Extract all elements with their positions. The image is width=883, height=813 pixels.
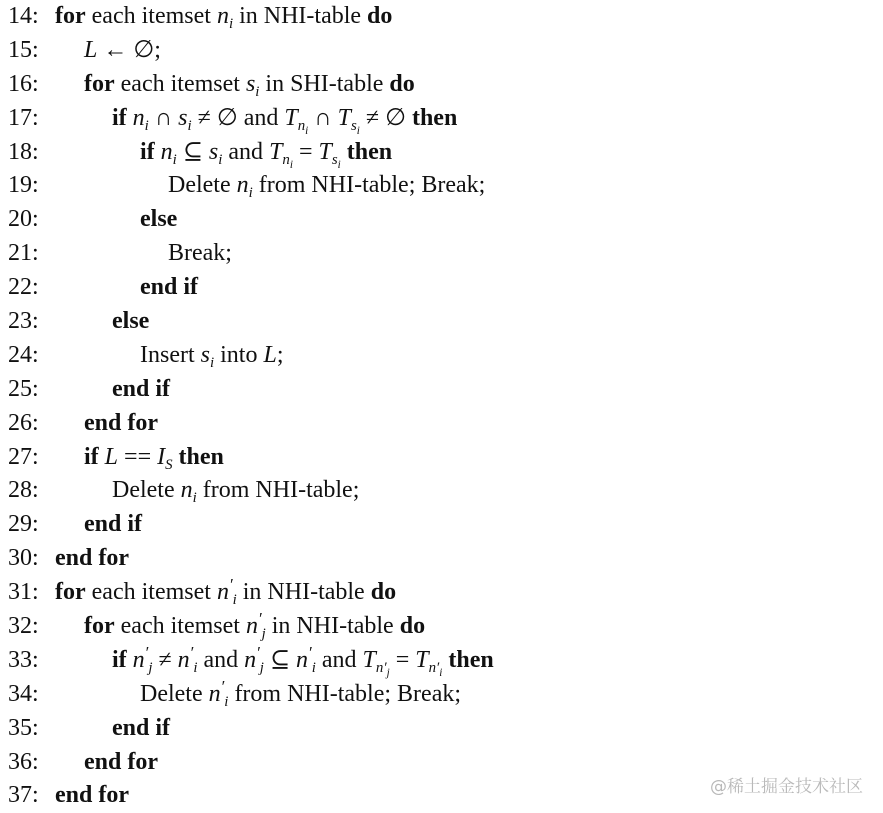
line-number: 14:: [8, 3, 39, 29]
var-T-s: $T_{s_i}$: [318, 138, 341, 171]
line-number: 32:: [8, 613, 39, 640]
var-T-n-prime-i: $T_{n'_i}$: [415, 646, 443, 680]
var-n: $n_i$: [180, 477, 197, 507]
line-number: 37:: [8, 782, 39, 809]
keyword-end-for: end for: [55, 545, 129, 572]
keyword-then: then: [411, 104, 458, 131]
line-number: 26:: [8, 409, 39, 436]
algo-line-18: [8, 136, 868, 170]
line-code: [140, 271, 198, 305]
text-shi-table: SHI-table: [290, 70, 384, 97]
watermark: @稀土掘金技术社区: [710, 777, 863, 797]
line-number: 22:: [8, 274, 39, 301]
text-and: and: [243, 104, 279, 131]
var-T-s: $T_{s_i}$: [337, 104, 360, 137]
line-number: 35:: [8, 714, 39, 741]
line-code: [112, 712, 170, 746]
var-n: $n_i$: [160, 138, 177, 168]
algo-line-17: [8, 102, 868, 136]
var-n-prime-i: $n'_i$: [296, 642, 316, 677]
keyword-if: if: [84, 443, 99, 470]
keyword-else: else: [112, 308, 150, 335]
line-number: 15:: [8, 36, 39, 63]
keyword-for: for: [84, 70, 115, 97]
algo-line-14: [8, 0, 868, 34]
keyword-do: do: [389, 70, 415, 97]
algo-line-31: [8, 576, 868, 610]
keyword-end-for: end for: [84, 409, 158, 436]
text-delete: Delete: [140, 680, 203, 707]
var-L: L: [104, 443, 119, 470]
keyword-if: if: [112, 646, 127, 673]
line-number: 19:: [8, 172, 39, 199]
text-each-itemset: each itemset: [120, 613, 240, 640]
keyword-end-for: end for: [55, 782, 129, 809]
line-code: [84, 610, 425, 644]
line-code: Insert $s_i$ into L;: [140, 341, 284, 372]
keyword-end-if: end if: [140, 274, 199, 301]
symbol-arrow: ←: [103, 36, 128, 63]
line-number: 34:: [8, 680, 39, 707]
line-code: if $L == I_S$ then: [84, 443, 224, 473]
text-in: in: [239, 3, 258, 29]
algo-line-29: [8, 508, 868, 542]
algo-line-34: [8, 678, 868, 712]
line-code: [112, 373, 170, 407]
keyword-end-for: end for: [84, 748, 158, 775]
line-number: 18:: [8, 138, 39, 165]
algo-line-27: [8, 441, 868, 475]
line-code: if $n_i$ ∩ $s_i$ ≠ ∅ and $T_{n_i}$ ∩ $T_{s_i}$ ≠ ∅ then: [112, 104, 458, 137]
algo-line-20: [8, 203, 868, 237]
keyword-for: for: [55, 579, 86, 606]
line-number: 16:: [8, 70, 39, 97]
var-s: $s_i$: [200, 341, 215, 372]
line-number: 21:: [8, 240, 39, 267]
var-T-n: $T_{n_i}$: [269, 138, 293, 171]
line-code: [84, 68, 415, 102]
line-number: 17:: [8, 104, 39, 131]
algo-line-26: [8, 407, 868, 441]
text-and: and: [203, 646, 239, 673]
keyword-then: then: [448, 646, 494, 673]
line-number: 27:: [8, 443, 39, 470]
line-number: 23:: [8, 308, 39, 335]
algo-line-19: [8, 169, 868, 203]
algo-line-15: [8, 34, 868, 68]
text-nhi-table: NHI-table: [267, 579, 365, 606]
text-and: and: [228, 138, 264, 165]
keyword-end-if: end if: [112, 714, 171, 741]
algo-line-33: [8, 644, 868, 678]
algo-line-16: [8, 68, 868, 102]
algo-line-35: [8, 712, 868, 746]
text-in: in: [242, 579, 262, 606]
keyword-then: then: [346, 138, 393, 165]
line-code: [112, 474, 359, 508]
line-code: [55, 542, 129, 576]
var-s: $s_i$: [178, 104, 192, 134]
line-code: [140, 678, 461, 712]
line-number: 30:: [8, 545, 39, 572]
keyword-then: then: [178, 443, 224, 470]
symbol-emptyset: ∅: [133, 36, 155, 63]
line-code: [84, 746, 158, 780]
keyword-for: for: [84, 613, 115, 640]
line-number: 28:: [8, 477, 39, 504]
text-and: and: [321, 646, 357, 673]
text-delete: Delete: [168, 172, 231, 199]
line-number: 20:: [8, 206, 39, 233]
line-code: [168, 169, 485, 203]
line-code: L ← ∅;: [84, 36, 161, 63]
keyword-end-if: end if: [112, 375, 171, 402]
algo-line-23: [8, 305, 868, 339]
var-L: L: [84, 36, 98, 63]
algo-line-25: [8, 373, 868, 407]
var-n-prime-j: $n'_j$: [244, 642, 264, 677]
var-n-prime-i: $n'_i$: [216, 575, 237, 609]
line-code: [168, 237, 232, 271]
var-L: L: [263, 341, 277, 368]
line-number: 25:: [8, 375, 39, 402]
line-number: 31:: [8, 579, 39, 606]
line-code: if $n_i$ ⊆ $s_i$ and $T_{n_i} = T_{s_i}$ then: [140, 138, 393, 171]
algo-line-21: [8, 237, 868, 271]
var-n: $n_i$: [132, 104, 149, 134]
var-n-prime-j: $n'_j$: [132, 642, 153, 677]
text-each-itemset: each itemset: [120, 70, 240, 97]
var-n-prime-i: $n'_i$: [208, 676, 229, 711]
keyword-if: if: [112, 104, 127, 131]
line-code: [84, 508, 142, 542]
line-number: 24:: [8, 341, 39, 368]
line-number: 36:: [8, 748, 39, 775]
algo-line-32: [8, 610, 868, 644]
var-I-S: $I_S$: [157, 443, 173, 473]
text-nhi-table: NHI-table: [296, 613, 394, 640]
line-code: if $n'_j \ne n'_i$ and $n'_j$ ⊆ $n'_i$ and $T_{n'_j} = T_{n'_i}$ then: [112, 642, 494, 680]
var-n: $n_i$: [236, 172, 253, 202]
var-T-n-prime-j: $T_{n'_j}$: [362, 646, 390, 680]
algo-line-24: [8, 339, 868, 373]
var-T-n: $T_{n_i}$: [284, 104, 309, 137]
line-code: [140, 203, 177, 237]
line-code: [55, 779, 129, 813]
line-code: [55, 0, 392, 34]
keyword-end-if: end if: [84, 511, 143, 538]
line-code: [55, 576, 396, 610]
keyword-for: for: [55, 3, 86, 29]
text-in: in: [271, 613, 291, 640]
var-n-prime-j: $n'_j$: [245, 609, 266, 643]
keyword-do: do: [367, 3, 393, 29]
var-s: $s_i$: [208, 138, 223, 168]
line-number: 29:: [8, 511, 39, 538]
keyword-if: if: [140, 138, 155, 165]
var-s: $s_i$: [245, 70, 260, 100]
text-in: in: [265, 70, 285, 97]
algo-line-22: [8, 271, 868, 305]
text-break: Break;: [168, 240, 232, 267]
line-code: [112, 305, 149, 339]
algo-line-30: [8, 542, 868, 576]
text-into: into: [220, 341, 258, 368]
text-from-nhi-break: from NHI-table; Break;: [234, 680, 462, 707]
keyword-do: do: [399, 613, 426, 640]
text-each-itemset: each itemset: [91, 3, 211, 29]
line-code: [84, 407, 158, 441]
keyword-else: else: [140, 206, 178, 233]
text-insert: Insert: [140, 341, 195, 368]
algo-line-28: [8, 474, 868, 508]
algorithm-listing: [8, 0, 868, 813]
text-from-nhi: from NHI-table;: [202, 477, 360, 504]
var-n: $n_i$: [216, 3, 234, 33]
text-each-itemset: each itemset: [91, 579, 211, 606]
var-n-prime-i: $n'_i$: [177, 642, 198, 677]
text-from-nhi-break: from NHI-table; Break;: [258, 172, 486, 199]
text-delete: Delete: [112, 477, 175, 504]
text-nhi-table: NHI-table: [263, 3, 362, 29]
keyword-do: do: [370, 579, 397, 606]
line-number: 33:: [8, 646, 39, 673]
